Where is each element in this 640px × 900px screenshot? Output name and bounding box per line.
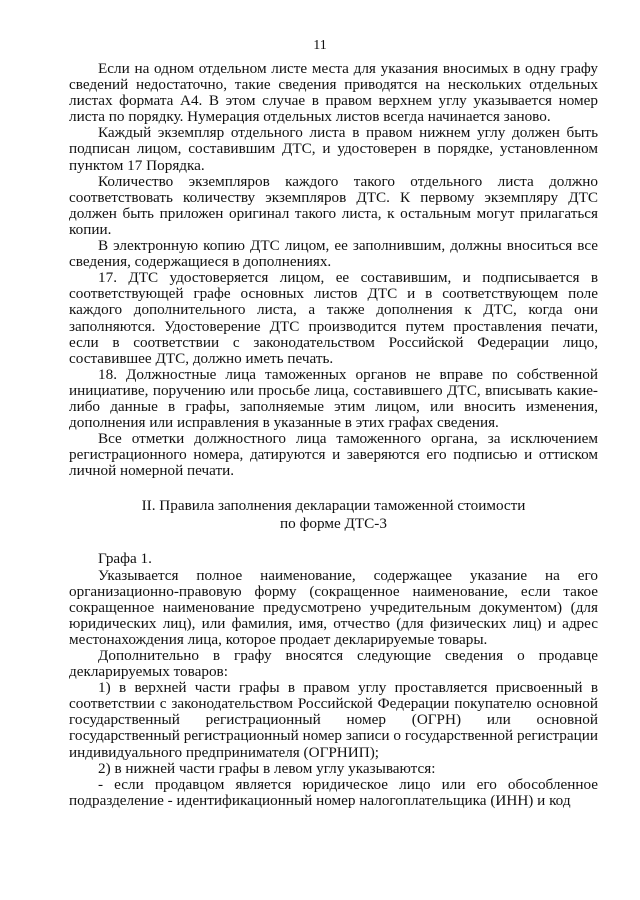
paragraph-official-marks: Все отметки должностного лица таможенного органа, за исключением регистрационного номера, датируются и заверяются его подписью и оттиском личной номерной печати. bbox=[69, 430, 598, 480]
paragraph-item-17: 17. ДТС удостоверяется лицом, ее составившим, и подписывается в соответствующей графе основных листов ДТС и в соответствующем поле каждого дополнительного листа, а также дополнения к ДТС, когда они заполняются. Удостоверение ДТС производится путем проставления печати, если в соответствии с законодательством Российской Федерации лицо, составившее ДТС, должно иметь печать. bbox=[69, 269, 598, 367]
paragraph-sheet-signature: Каждый экземпляр отдельного листа в правом нижнем углу должен быть подписан лицом, составившим ДТС, и удостоверен в порядке, установленном пунктом 17 Порядка. bbox=[69, 124, 598, 174]
section-heading bbox=[69, 497, 598, 533]
section-title-line1: II. Правила заполнения декларации таможенной стоимости bbox=[141, 497, 526, 515]
section-title-line2: по форме ДТС-3 bbox=[280, 515, 387, 533]
paragraph-seller-name: Указывается полное наименование, содержащее указание на его организационно-правовую форму (сокращенное наименование, если такое сокращенное наименование предусмотрено учредительным документом) (для юридических лиц), или фамилия, имя, отчество (для физических лиц) и адрес местонахождения лица, которое продает декларируемые товары. bbox=[69, 566, 598, 648]
paragraph-graf-1: Графа 1. bbox=[98, 550, 152, 568]
paragraph-electronic-copy: В электронную копию ДТС лицом, ее заполнившим, должны вноситься все сведения, содержащиеся в дополнениях. bbox=[69, 237, 598, 271]
document-body bbox=[69, 61, 598, 809]
page-number: 11 bbox=[313, 38, 327, 53]
paragraph-item-18: 18. Должностные лица таможенных органов не вправе по собственной инициативе, поручению или просьбе лица, составившего ДТС, вписывать какие-либо данные в графы, заполняемые этим лицом, или вносить изменения, дополнения или исправления в указанные в этих графах сведения. bbox=[69, 365, 598, 432]
paragraph-ogrn: 1) в верхней части графы в правом углу проставляется присвоенный в соответствии с законодательством Российской Федерации покупателю основной государственный регистрационный номер (ОГРН) или основной государственный регистрационный номер записи о государственной регистрации индивидуального предпринимателя (ОГРНИП); bbox=[69, 679, 598, 761]
paragraph-sheet-copies: Количество экземпляров каждого такого отдельного листа должно соответствовать количеству экземпляров ДТС. К первому экземпляру ДТС должен быть приложен оригинал такого листа, к остальным могут прилагаться копии. bbox=[69, 172, 598, 238]
paragraph-additional-info: Дополнительно в графу вносятся следующие сведения о продавце декларируемых товаров: bbox=[69, 647, 598, 681]
paragraph-inn: - если продавцом является юридическое лицо или его обособленное подразделение - идентификационный номер налогоплательщика (ИНН) и код bbox=[69, 775, 598, 809]
paragraph-additional-sheets: Если на одном отдельном листе места для указания вносимых в одну графу сведений недостаточно, такие сведения приводятся на нескольких отдельных листах формата А4. В этом случае в правом верхнем углу указывается номер листа по порядку. Нумерация отдельных листов всегда начинается заново. bbox=[69, 60, 598, 126]
paragraph-lower-part: 2) в нижней части графы в левом углу указываются: bbox=[98, 759, 436, 777]
